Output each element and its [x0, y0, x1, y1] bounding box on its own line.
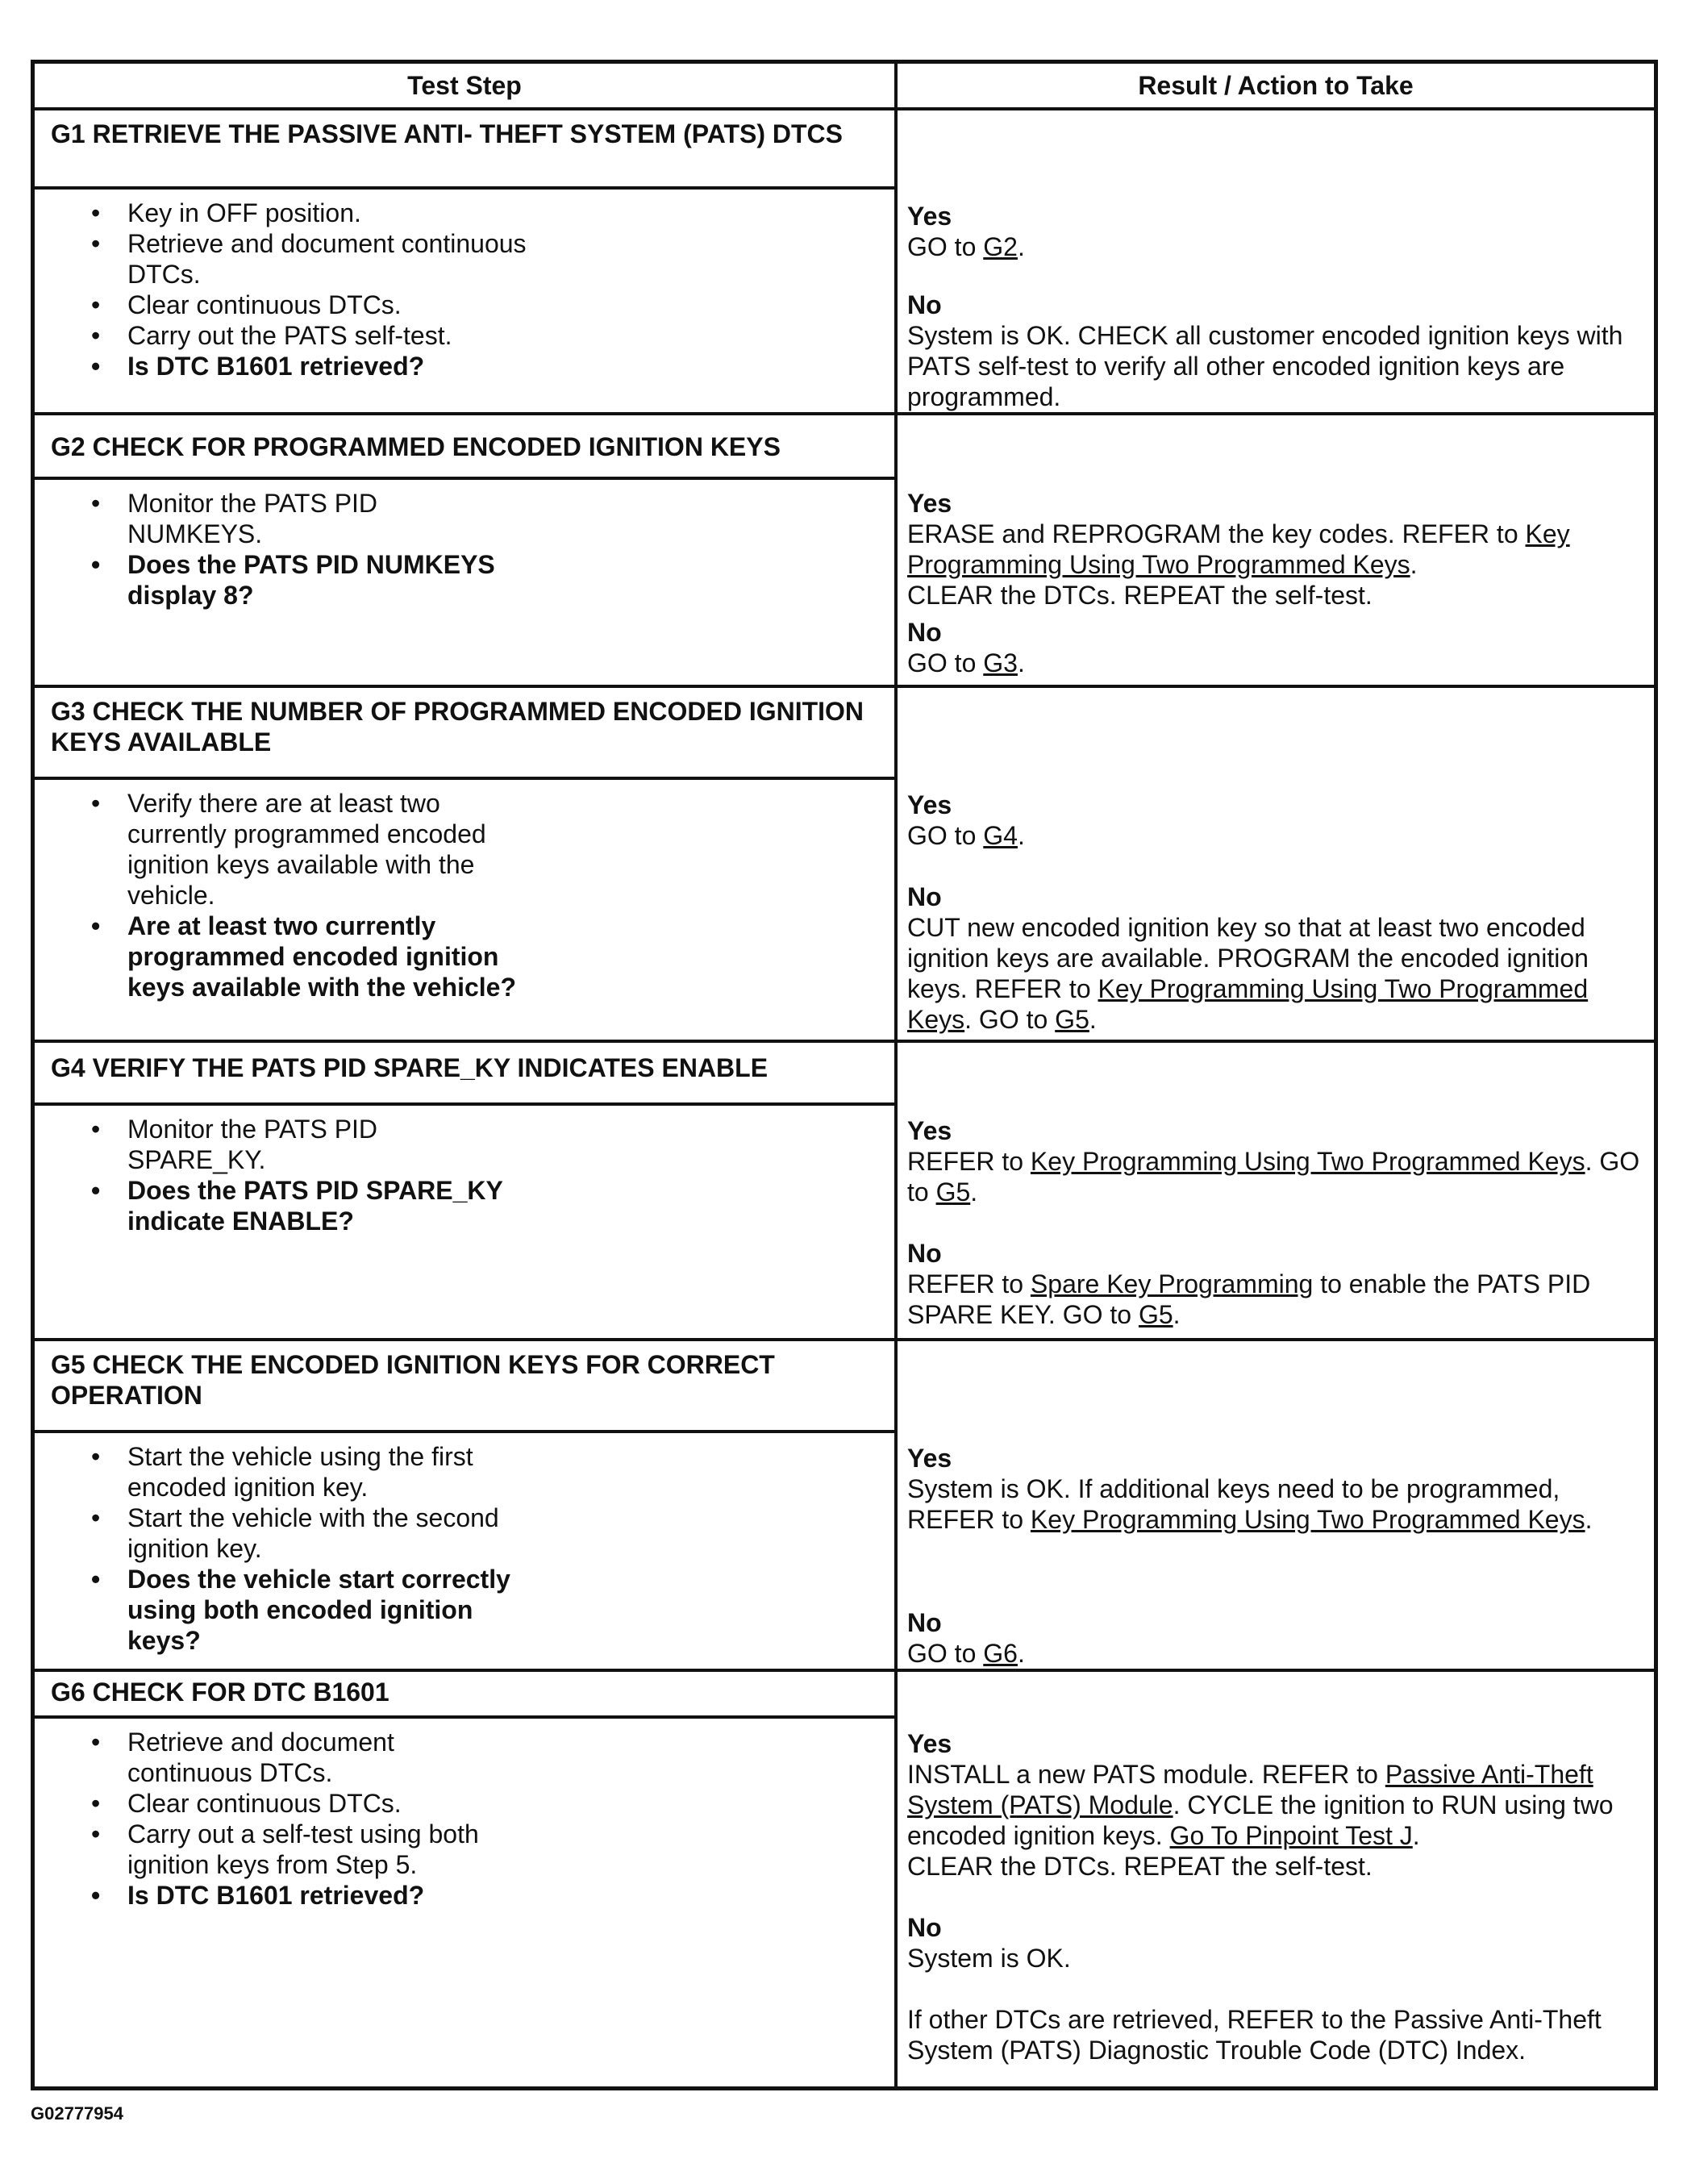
- yes-label: Yes: [907, 1116, 952, 1145]
- yes-action: ERASE and REPROGRAM the key codes. REFER to Key Programming Using Two Programmed Keys.: [907, 519, 1570, 579]
- yes-extra: CLEAR the DTCs. REPEAT the self-test.: [907, 1852, 1373, 1881]
- key-programming-link[interactable]: Key Programming Using Two Programmed Keys: [1030, 1505, 1585, 1534]
- step-title: G2 CHECK FOR PROGRAMMED ENCODED IGNITION KEYS: [35, 415, 894, 480]
- step-question: • Does the vehicle start correctly using both encoded ignition keys?: [35, 1564, 531, 1656]
- action-list: [35, 480, 894, 611]
- key-programming-link[interactable]: Key Programming Using Two Programmed Keys: [907, 519, 1570, 579]
- g5-link[interactable]: G5: [935, 1177, 971, 1207]
- header-test-step: Test Step: [35, 64, 898, 110]
- g2-link[interactable]: G2: [983, 232, 1018, 261]
- header-result: Result / Action to Take: [898, 64, 1654, 110]
- action-item: • Start the vehicle using the first encoded ignition key.: [35, 1441, 531, 1503]
- result-cell-g6: [898, 1672, 1654, 2086]
- pats-module-link[interactable]: Passive Anti-Theft System (PATS) Module: [907, 1760, 1593, 1819]
- action-item: • Monitor the PATS PID SPARE_KY.: [35, 1114, 426, 1175]
- g5-link[interactable]: G5: [1138, 1300, 1173, 1329]
- action-item: • Clear continuous DTCs.: [35, 290, 579, 320]
- no-label: No: [907, 1608, 942, 1637]
- no-label: No: [907, 882, 942, 911]
- yes-label: Yes: [907, 1729, 952, 1758]
- no-action: REFER to Spare Key Programming to enable the PATS PID SPARE KEY. GO to G5.: [907, 1269, 1591, 1329]
- yes-extra: CLEAR the DTCs. REPEAT the self-test.: [907, 581, 1373, 610]
- spare-key-programming-link[interactable]: Spare Key Programming: [1030, 1269, 1314, 1298]
- action-list: [35, 1433, 894, 1656]
- step-title: G4 VERIFY THE PATS PID SPARE_KY INDICATES ENABLE: [35, 1043, 894, 1106]
- action-item: • Carry out the PATS self-test.: [35, 320, 579, 351]
- yes-label: Yes: [907, 489, 952, 518]
- yes-action: System is OK. If additional keys need to be programmed, REFER to Key Programming Using Two Programmed Keys.: [907, 1474, 1593, 1534]
- action-item: • Clear continuous DTCs.: [35, 1788, 579, 1819]
- action-list: [35, 1719, 894, 1911]
- pinpoint-test-j-link[interactable]: Go To Pinpoint Test J: [1169, 1821, 1413, 1850]
- g4-link[interactable]: G4: [983, 821, 1018, 850]
- step-question: • Is DTC B1601 retrieved?: [35, 1880, 579, 1911]
- step-cell-g1: [35, 110, 898, 415]
- action-list: [35, 780, 894, 1002]
- no-action: GO to G3.: [907, 648, 1025, 677]
- action-item: • Retrieve and document continuous DTCs.: [35, 1727, 474, 1788]
- no-label: No: [907, 1239, 942, 1268]
- step-cell-g4: [35, 1043, 898, 1341]
- step-question: • Does the PATS PID NUMKEYS display 8?: [35, 549, 531, 611]
- action-item: • Start the vehicle with the second ignition key.: [35, 1503, 547, 1564]
- yes-action: GO to G4.: [907, 821, 1025, 850]
- step-question: • Is DTC B1601 retrieved?: [35, 351, 579, 381]
- action-item: • Monitor the PATS PID NUMKEYS.: [35, 488, 418, 549]
- no-action: CUT new encoded ignition key so that at least two encoded ignition keys are available. PROGRAM the encoded ignition keys. REFER to Key Programming Using Two Programmed Keys. GO to G5.: [907, 913, 1589, 1034]
- figure-id: G02777954: [31, 2103, 123, 2124]
- g5-link[interactable]: G5: [1055, 1005, 1089, 1034]
- yes-action: GO to G2.: [907, 232, 1025, 261]
- no-action: System is OK.: [907, 1944, 1071, 1973]
- action-list: [35, 190, 894, 381]
- action-list: [35, 1106, 894, 1236]
- action-item: • Key in OFF position.: [35, 198, 579, 228]
- key-programming-link[interactable]: Key Programming Using Two Programmed Keys: [907, 974, 1589, 1034]
- step-question: • Does the PATS PID SPARE_KY indicate ENABLE?: [35, 1175, 531, 1236]
- result-cell-g5: [898, 1341, 1654, 1672]
- no-extra: If other DTCs are retrieved, REFER to the Passive Anti-Theft System (PATS) Diagnostic Trouble Code (DTC) Index.: [907, 2005, 1602, 2065]
- g6-link[interactable]: G6: [983, 1639, 1018, 1668]
- result-cell-g1: [898, 110, 1654, 415]
- yes-action: REFER to Key Programming Using Two Programmed Keys. GO to G5.: [907, 1147, 1640, 1207]
- key-programming-link[interactable]: Key Programming Using Two Programmed Keys: [1030, 1147, 1585, 1176]
- no-action: System is OK. CHECK all customer encoded ignition keys with PATS self-test to verify all other encoded ignition keys are programmed.: [907, 321, 1623, 411]
- result-cell-g2: [898, 415, 1654, 688]
- step-title: G3 CHECK THE NUMBER OF PROGRAMMED ENCODED IGNITION KEYS AVAILABLE: [35, 688, 894, 780]
- no-label: No: [907, 618, 942, 647]
- no-action: GO to G6.: [907, 1639, 1025, 1668]
- yes-action: INSTALL a new PATS module. REFER to Passive Anti-Theft System (PATS) Module. CYCLE the ignition to RUN using two encoded ignition keys. Go To Pinpoint Test J.: [907, 1760, 1614, 1850]
- step-question: • Are at least two currently programmed encoded ignition keys available with the vehicle?: [35, 911, 539, 1002]
- step-cell-g2: [35, 415, 898, 688]
- g3-link[interactable]: G3: [983, 648, 1018, 677]
- action-item: • Carry out a self-test using both ignition keys from Step 5.: [35, 1819, 531, 1880]
- no-label: No: [907, 290, 942, 319]
- diagnostic-table: [31, 60, 1658, 2090]
- yes-label: Yes: [907, 202, 952, 231]
- yes-label: Yes: [907, 790, 952, 819]
- action-item: • Retrieve and document continuous DTCs.: [35, 228, 579, 290]
- action-item: • Verify there are at least two currently programmed encoded ignition keys available with the vehicle.: [35, 788, 514, 911]
- result-cell-g4: [898, 1043, 1654, 1341]
- step-title: G5 CHECK THE ENCODED IGNITION KEYS FOR CORRECT OPERATION: [35, 1341, 894, 1433]
- step-cell-g5: [35, 1341, 898, 1672]
- step-title: G1 RETRIEVE THE PASSIVE ANTI- THEFT SYSTEM (PATS) DTCS: [35, 110, 894, 190]
- no-label: No: [907, 1913, 942, 1942]
- yes-label: Yes: [907, 1444, 952, 1473]
- result-cell-g3: [898, 688, 1654, 1043]
- step-cell-g6: [35, 1672, 898, 2086]
- step-cell-g3: [35, 688, 898, 1043]
- step-title: G6 CHECK FOR DTC B1601: [35, 1672, 894, 1719]
